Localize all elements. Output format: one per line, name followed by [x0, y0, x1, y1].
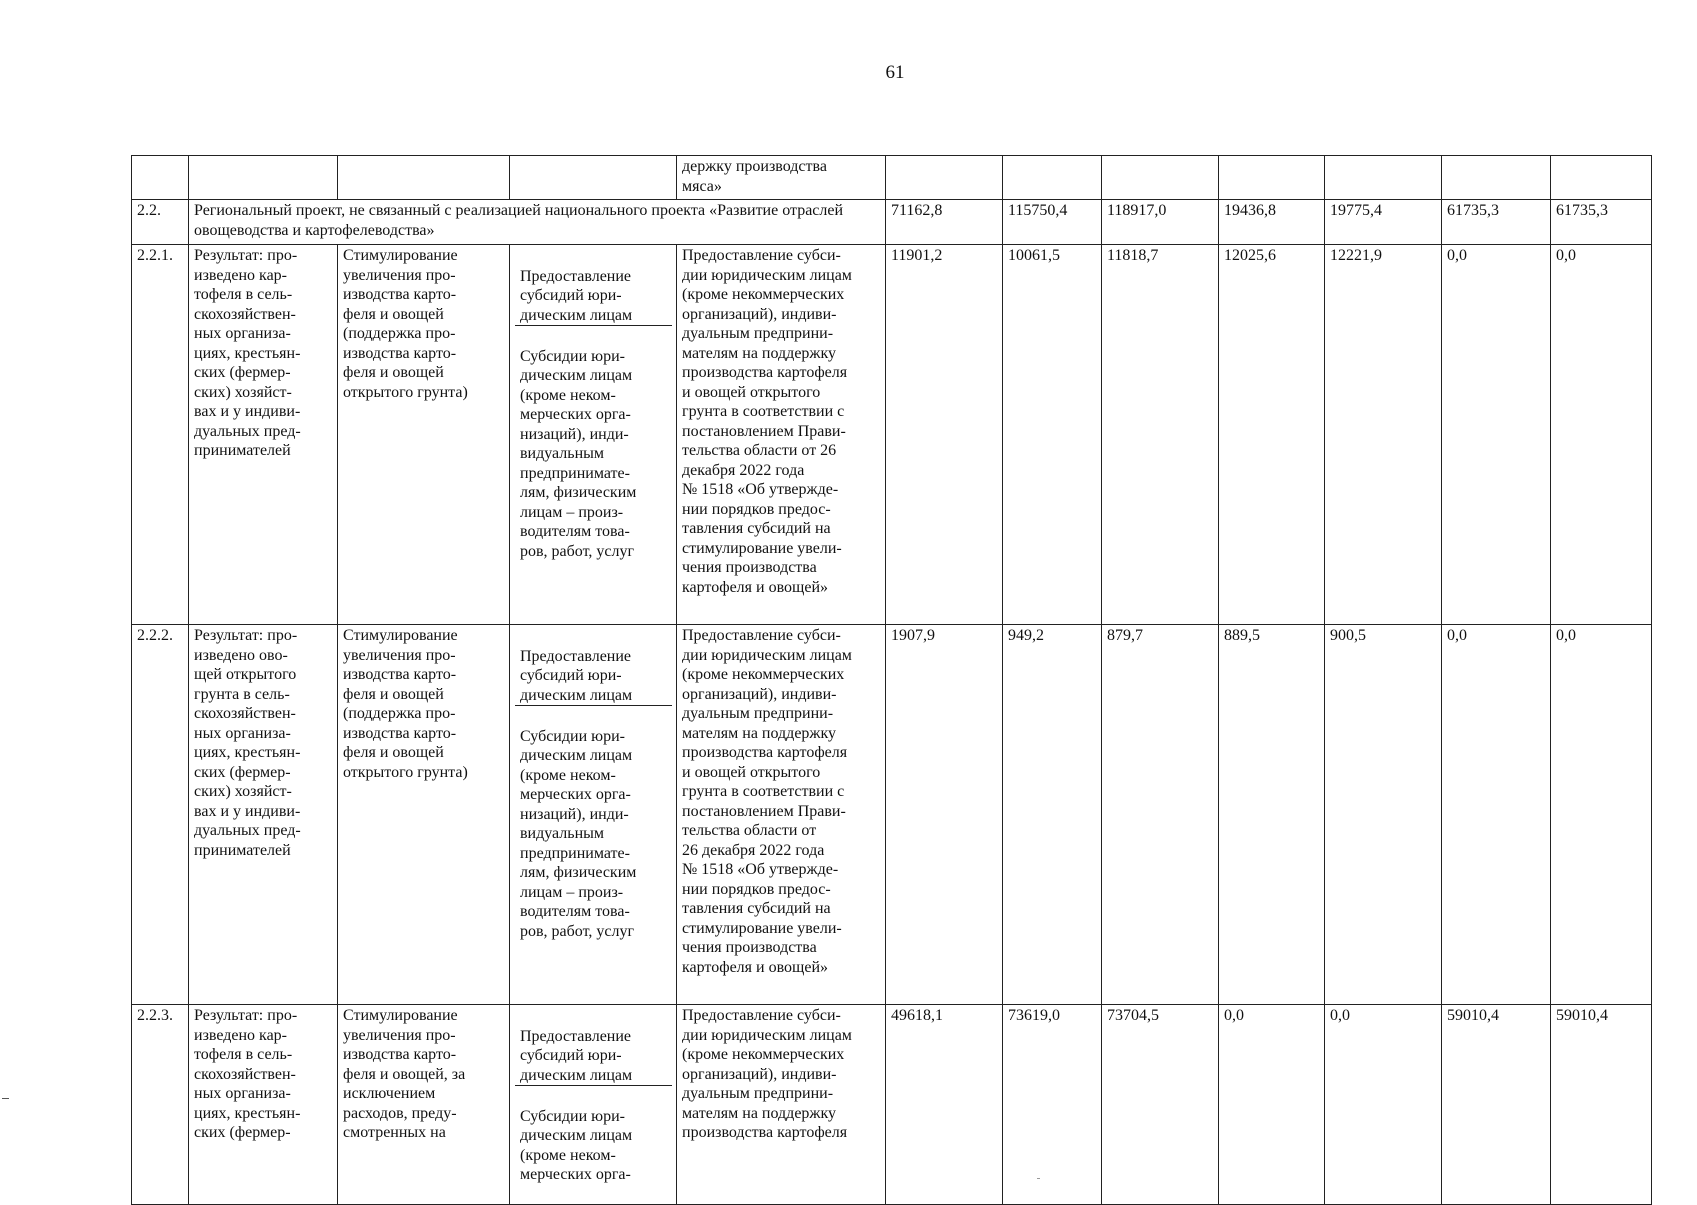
value-cell: 0,0	[1551, 245, 1652, 625]
result-cell	[189, 156, 338, 200]
budget-table	[131, 155, 1652, 1205]
page-number: 61	[885, 62, 905, 83]
num-cell	[132, 156, 189, 200]
type-cell	[510, 625, 677, 1005]
description-cell: Предоставление субси- дии юридическим лицам (кроме некоммерческих организаций), индиви- дуальным предприни- мателям на поддержку производства картофеля и овощей открытого грунта в соответствии с постановлением Прави- тельства области от 26 декабря 2022 года № 1518 «Об утвержде- нии порядков предос- тавления субсидий на стимулирование увели- чения производства картофеля и овощей»	[677, 625, 886, 1005]
type-bottom: Субсидии юри- дическим лицам (кроме неком- мерческих орга- низаций), инди- видуальным предпринимате- лям, физическим лицам – произ- водителям това- ров, работ, услуг	[520, 727, 637, 940]
value-cell: 71162,8	[886, 200, 1003, 245]
value-cell: 73704,5	[1102, 1005, 1219, 1205]
type-cell	[510, 245, 677, 625]
value-cell: 19436,8	[1219, 200, 1325, 245]
type-top: Предоставление субсидий юри- дическим лицам	[515, 646, 672, 707]
value-cell: 11818,7	[1102, 245, 1219, 625]
result-cell: Результат: про- изведено кар- тофеля в сель- скохозяйствен- ных организа- циях, крестьян- ских (фермер-	[189, 1005, 338, 1205]
project-number: 2.2.	[132, 200, 189, 245]
value-cell: 949,2	[1003, 625, 1102, 1005]
type-cell	[510, 1005, 677, 1205]
measure-cell: Стимулирование увеличения про- изводства карто- феля и овощей, за исключением расходов, преду- смотренных на	[338, 1005, 510, 1205]
scan-mark	[1037, 1178, 1040, 1179]
row-number: 2.2.2.	[132, 625, 189, 1005]
value-cell: 19775,4	[1325, 200, 1442, 245]
value-cell: 879,7	[1102, 625, 1219, 1005]
value-cell: 11901,2	[886, 245, 1003, 625]
row-number: 2.2.3.	[132, 1005, 189, 1205]
measure-cell: Стимулирование увеличения про- изводства карто- феля и овощей (поддержка про- изводства карто- феля и овощей открытого грунта)	[338, 245, 510, 625]
value-cell	[1442, 156, 1551, 200]
value-cell: 0,0	[1442, 245, 1551, 625]
measure-cell	[338, 156, 510, 200]
value-cell: 49618,1	[886, 1005, 1003, 1205]
result-cell: Результат: про- изведено кар- тофеля в сель- скохозяйствен- ных организа- циях, крестьян- ских (фермер- ских) хозяйст- вах и у индиви- дуальных пред- принимателей	[189, 245, 338, 625]
value-cell: 61735,3	[1551, 200, 1652, 245]
value-cell: 12025,6	[1219, 245, 1325, 625]
value-cell: 61735,3	[1442, 200, 1551, 245]
type-bottom: Субсидии юри- дическим лицам (кроме неком- мерческих орга- низаций), инди- видуальным предпринимате- лям, физическим лицам – произ- водителям това- ров, работ, услуг	[520, 347, 637, 560]
value-cell: 115750,4	[1003, 200, 1102, 245]
type-top: Предоставление субсидий юри- дическим лицам	[515, 1026, 672, 1087]
value-cell: 73619,0	[1003, 1005, 1102, 1205]
type-top: Предоставление субсидий юри- дическим лицам	[515, 266, 672, 327]
value-cell: 900,5	[1325, 625, 1442, 1005]
value-cell: 0,0	[1325, 1005, 1442, 1205]
measure-cell: Стимулирование увеличения про- изводства карто- феля и овощей (поддержка про- изводства карто- феля и овощей открытого грунта)	[338, 625, 510, 1005]
description-cell: держку производства мяса»	[677, 156, 886, 200]
value-cell	[886, 156, 1003, 200]
value-cell	[1551, 156, 1652, 200]
row-number: 2.2.1.	[132, 245, 189, 625]
table-row	[132, 1005, 1652, 1205]
value-cell	[1325, 156, 1442, 200]
value-cell	[1219, 156, 1325, 200]
description-cell: Предоставление субси- дии юридическим лицам (кроме некоммерческих организаций), индиви- дуальным предприни- мателям на поддержку производства картофеля и овощей открытого грунта в соответствии с постановлением Прави- тельства области от 26 декабря 2022 года № 1518 «Об утвержде- нии порядков предос- тавления субсидий на стимулирование увели- чения производства картофеля и овощей»	[677, 245, 886, 625]
value-cell	[1102, 156, 1219, 200]
continuation-row	[132, 156, 1652, 200]
description-cell: Предоставление субси- дии юридическим лицам (кроме некоммерческих организаций), индиви- дуальным предприни- мателям на поддержку производства картофеля	[677, 1005, 886, 1205]
value-cell: 889,5	[1219, 625, 1325, 1005]
result-cell: Результат: про- изведено ово- щей открытого грунта в сель- скохозяйствен- ных организа- циях, крестьян- ских (фермер- ских) хозяйст- вах и у индиви- дуальных пред- принимателей	[189, 625, 338, 1005]
value-cell: 10061,5	[1003, 245, 1102, 625]
value-cell: 59010,4	[1551, 1005, 1652, 1205]
value-cell: 0,0	[1442, 625, 1551, 1005]
project-title: Региональный проект, не связанный с реализацией национального проекта «Развитие отраслей овощеводства и картофелеводства»	[189, 200, 886, 245]
table-row	[132, 625, 1652, 1005]
project-row	[132, 200, 1652, 245]
value-cell: 0,0	[1219, 1005, 1325, 1205]
value-cell: 12221,9	[1325, 245, 1442, 625]
type-cell	[510, 156, 677, 200]
scan-mark	[2, 1098, 9, 1099]
table-row	[132, 245, 1652, 625]
value-cell: 118917,0	[1102, 200, 1219, 245]
value-cell: 1907,9	[886, 625, 1003, 1005]
value-cell	[1003, 156, 1102, 200]
type-bottom: Субсидии юри- дическим лицам (кроме неком- мерческих орга-	[520, 1107, 633, 1183]
value-cell: 59010,4	[1442, 1005, 1551, 1205]
value-cell: 0,0	[1551, 625, 1652, 1005]
